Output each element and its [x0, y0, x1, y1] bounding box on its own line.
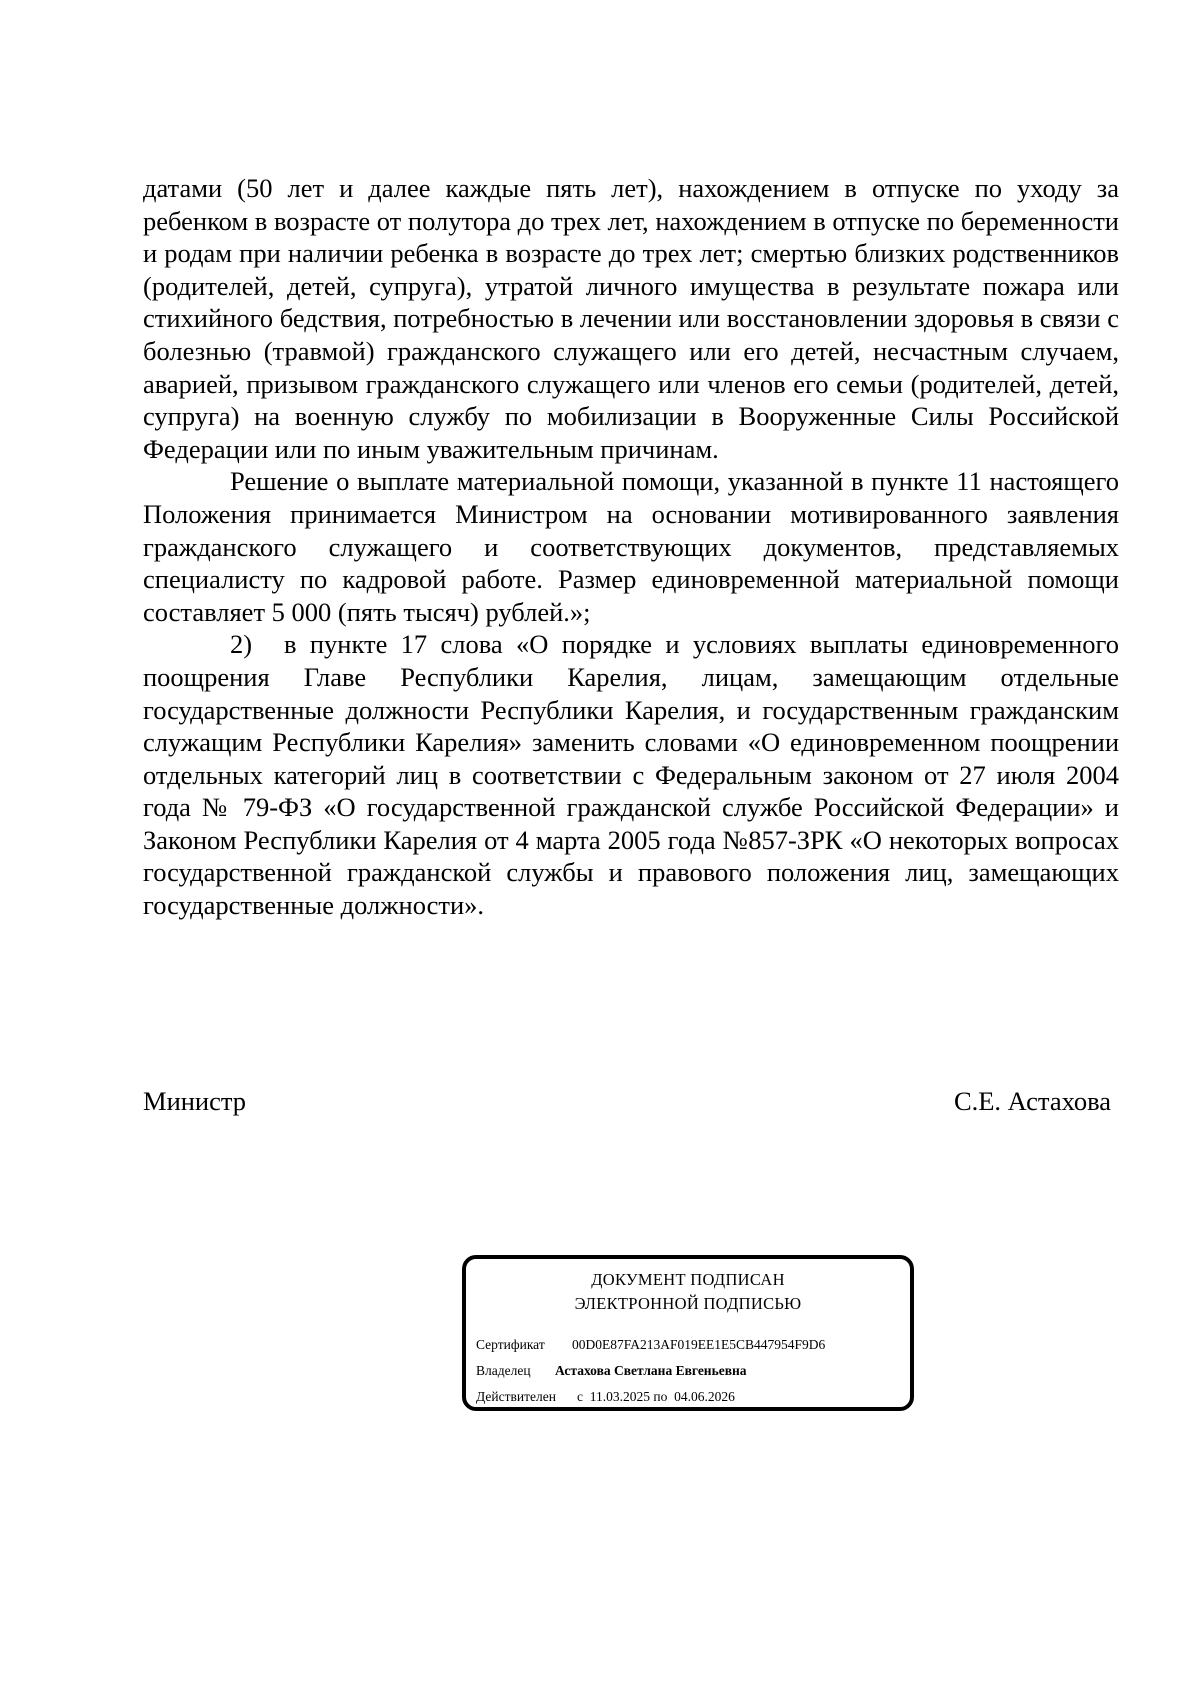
stamp-title-line-2: ЭЛЕКТРОННОЙ ПОДПИСЬЮ [574, 1294, 802, 1313]
list-item-2 [143, 628, 1119, 921]
owner-label: Владелец [476, 1363, 531, 1378]
certificate-value: 00D0E87FA213AF019EE1E5CB447954F9D6 [572, 1337, 826, 1352]
paragraph-decision: Решение о выплате материальной помощи, указанной в пункте 11 настоящего Положения принимается Министром на основании мотивированного заявления гражданского служащего и соответствующих документов, представляемых специалисту по кадровой работе. Размер единовременной материальной помощи составляет 5 000 (пять тысяч) рублей.»; [143, 466, 1119, 627]
validity-label: Действителен [476, 1389, 556, 1404]
signer-position: Министр [143, 1086, 247, 1116]
certificate-label: Сертификат [476, 1337, 545, 1352]
document-body [143, 172, 1119, 922]
owner-value: Астахова Светлана Евгеньевна [555, 1363, 747, 1378]
stamp-owner-row [476, 1362, 747, 1380]
list-item-text: в пункте 17 слова «О порядке и условиях выплаты единовременного поощрения Главе Республики Карелия, лицам, замещающим отдельные государственные должности Республики Карелия, и государственным гражданским служащим Республики Карелия» заменить словами «О единовременном поощрении отдельных категорий лиц в соответствии с Федеральным законом от 27 июля 2004 года № 79-ФЗ «О государственной гражданской службе Российской Федерации» и Законом Республики Карелия от 4 марта 2005 года №857-ЗРК «О некоторых вопросах государственной гражданской службы и правового положения лиц, замещающих государственные должности». [143, 629, 1119, 921]
electronic-signature-stamp [462, 1255, 914, 1411]
stamp-title-line-1: ДОКУМЕНТ ПОДПИСАН [591, 1270, 785, 1289]
list-item-number: 2) [230, 629, 253, 660]
validity-value: с 11.03.2025 по 04.06.2026 [577, 1389, 735, 1404]
stamp-validity-row [476, 1388, 735, 1406]
signature-block [143, 1085, 1111, 1117]
stamp-certificate-row [476, 1336, 825, 1354]
signer-name: С.Е. Астахова [953, 1086, 1111, 1116]
paragraph-continuation: датами (50 лет и далее каждые пять лет), нахождением в отпуске по уходу за ребенком в возрасте от полутора до трех лет, нахождением в отпуске по беременности и родам при наличии ребенка в возрасте до трех лет; смертью близких родственников (родителей, детей, супруга), утратой личного имущества в результате пожара или стихийного бедствия, потребностью в лечении или восстановлении здоровья в связи с болезнью (травмой) гражданского служащего или его детей, несчастным случаем, аварией, призывом гражданского служащего или членов его семьи (родителей, детей, супруга) на военную службу по мобилизации в Вооруженные Силы Российской Федерации или по иным уважительным причинам. [143, 173, 1119, 464]
